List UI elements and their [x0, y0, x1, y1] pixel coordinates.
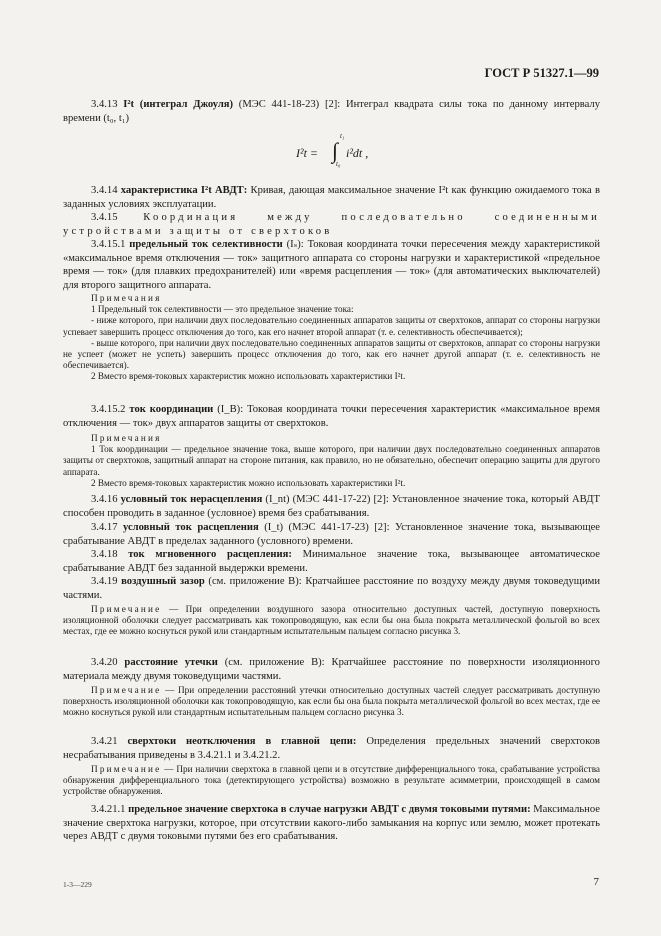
note-line: - ниже которого, при наличии двух последовательно соединенных аппаратов защиты от сверхтоков, аппарат со стороны нагрузки успевает завершить процесс отключения до того, как его начнет второй аппарат (т. е. селективность обеспечивается);: [63, 315, 600, 337]
note-line: 2 Вместо время-токовых характеристик можно использовать характеристики I²t.: [91, 477, 406, 488]
integral-upper-limit: t₁: [340, 132, 345, 140]
note-line: - выше которого, при наличии двух последовательно соединенных аппаратов защиты от сверхтоков, аппарат со стороны нагрузки не успеет (может не успеть) завершить процесс отключения до того, как его начнет другой аппарат (т. е. селективность не обеспечивается).: [63, 337, 600, 371]
clause-text: (Iₛ): Токовая координата точки пересечения между характеристикой «максимальное время отключения — ток» защитного аппарата со стороны нагрузки и характеристикой «предельное время — ток» (для плавких предохранителей) или «время расцепления — ток» (для автоматических выключателей) для второго защитного аппарата.: [63, 239, 600, 291]
clause-term: сверхтоки неотключения в главной цепи:: [127, 736, 357, 747]
clause-text: (I_t) (МЭС 441-17-23) [2]: Установленное значение тока, вызывающее срабатывание АВДТ в пределах заданного (условного) времени.: [63, 522, 601, 547]
clause-3-4-16: [63, 493, 600, 520]
clause-term: характеристика I²t АВДТ:: [120, 185, 248, 196]
clause-text: (I_B): Токовая координата точки пересечения характеристик «максимальное время отключения — ток» двух аппаратов защиты от сверхтоков.: [63, 404, 600, 429]
notes-block-1: [63, 293, 600, 383]
clause-number: 3.4.17: [91, 522, 118, 533]
clause-text: (МЭС 441-18-23) [2]: Интеграл квадрата силы тока по данному интервалу времени (t₀, t₁): [63, 99, 601, 124]
clause-number: 3.4.21.1: [91, 804, 126, 815]
page-number: 7: [593, 876, 599, 888]
clause-term: ток координации: [129, 404, 214, 415]
clause-term: ток мгновенного расцепления:: [128, 549, 292, 560]
clause-3-4-13: [63, 98, 600, 125]
clause-3-4-15-2: [63, 403, 600, 430]
clause-number: 3.4.19: [91, 576, 118, 587]
page-header: ГОСТ Р 51327.1—99: [484, 66, 599, 80]
clause-term: расстояние утечки: [124, 657, 218, 668]
note-line: 2 Вместо время-токовых характеристик можно использовать характеристики I²t.: [91, 371, 406, 382]
clause-3-4-21-1: [63, 803, 600, 844]
clause-3-4-17: [63, 521, 600, 548]
note-line: 1 Предельный ток селективности — это предельное значение тока:: [91, 304, 354, 315]
note-5: [63, 764, 600, 798]
clause-3-4-19: [63, 575, 600, 602]
note-title: Примечание: [91, 604, 162, 614]
note-text: — При определении воздушного зазора относительно доступных частей, доступную поверхность изоляционной оболочки следует рассматривать как токопроводящую, как если бы она была покрыта металлической фольгой во всех местах, где ее можно коснуться рукой или стандартным испытательным пальцем согласно рисунка 3.: [63, 604, 600, 637]
clause-term: предельное значение сверхтока в случае нагрузки АВДТ с двумя токовыми путями:: [128, 804, 531, 815]
clause-number: 3.4.14: [91, 185, 118, 196]
clause-text: (см. приложение В): Кратчайшее расстояние по воздуху между двумя токоведущими частями.: [63, 576, 600, 601]
clause-number: 3.4.16: [91, 494, 118, 505]
clause-number: 3.4.21: [91, 736, 118, 747]
clause-term: I²t (интеграл Джоуля): [123, 99, 234, 110]
clause-text: Максимальное значение сверхтока нагрузки, которое, при отсутствии какого-либо замыкания на корпус или землю, может протекать через АВДТ с двумя токовыми путями без его срабатывания.: [63, 804, 600, 843]
joule-integral-formula: [296, 132, 376, 168]
clause-3-4-20: [63, 656, 600, 683]
clause-number: 3.4.15.1: [91, 239, 126, 250]
integral-lower-limit: t₀: [336, 160, 341, 168]
clause-text: (I_nt) (МЭС 441-17-22) [2]: Установленное значение тока, который АВДТ способен проводить в заданное (условное) время без срабатывания.: [63, 494, 600, 519]
clause-3-4-15-1: [63, 238, 600, 292]
clause-term: условный ток нерасцепления: [120, 494, 263, 505]
clause-number: 3.4.15: [91, 212, 118, 223]
clause-3-4-18: [63, 548, 600, 575]
print-code: 1-3—229: [63, 880, 92, 889]
note-title: Примечание: [91, 764, 162, 774]
clause-number: 3.4.13: [91, 99, 118, 110]
clause-text: Определения предельных значений сверхтоков несрабатывания приведены в 3.4.21.1 и 3.4.21.2.: [63, 736, 600, 761]
clause-term: условный ток расцепления: [123, 522, 259, 533]
clause-text: Кривая, дающая максимальное значение I²t как функцию ожидаемого тока в заданных условиях эксплуатации.: [63, 185, 601, 210]
clause-term: воздушный зазор: [121, 576, 205, 587]
integral-sign: ∫: [332, 138, 339, 163]
note-3: [63, 604, 600, 638]
notes-title: Примечания: [91, 433, 162, 443]
note-text: — При определении расстояний утечки относительно доступных частей следует рассматривать доступную поверхность изоляционной оболочки как токопроводящую, как если бы она была покрыта металлической фольгой во всех местах, где ее можно коснуться рукой или стандартным испытательным пальцем согласно рисунка 3.: [63, 685, 600, 718]
clause-term: предельный ток селективности: [129, 239, 283, 250]
clause-3-4-14: [63, 184, 600, 211]
clause-number: 3.4.15.2: [91, 404, 126, 415]
formula-lhs: I²t =: [296, 146, 319, 160]
clause-title: Координация между последовательно соединенными устройствами защиты от сверхтоков: [63, 212, 600, 237]
note-line: 1 Ток координации — предельное значение тока, выше которого, при наличии двух последовательно соединенных аппаратов защиты от сверхтоков, защитный аппарат на стороне питания, как правило, но не обязательно, обеспечит операцию защиты для другого аппарата.: [63, 444, 600, 477]
formula-rhs: i²dt ,: [346, 146, 369, 160]
clause-number: 3.4.20: [91, 657, 118, 668]
notes-title: Примечания: [91, 293, 162, 303]
clause-text: (см. приложение В): Кратчайшее расстояние по поверхности изоляционного материала между двумя токоведущими частями.: [63, 657, 600, 682]
clause-3-4-21: [63, 735, 600, 762]
note-text: — При наличии сверхтока в главной цепи и в отсутствие дифференциального тока, срабатывание устройства обнаружения дифференциального тока (детектирующего устройства) возможно в результате асимметрии, происходящей в самом устройстве обнаружения.: [63, 764, 600, 797]
clause-text: Минимальное значение тока, вызывающее автоматическое срабатывание АВДТ без заданной выдержки времени.: [63, 549, 601, 574]
clause-3-4-15: [63, 211, 600, 238]
notes-block-2: [63, 433, 600, 489]
note-4: [63, 685, 600, 719]
note-title: Примечание: [91, 685, 162, 695]
clause-number: 3.4.18: [91, 549, 118, 560]
